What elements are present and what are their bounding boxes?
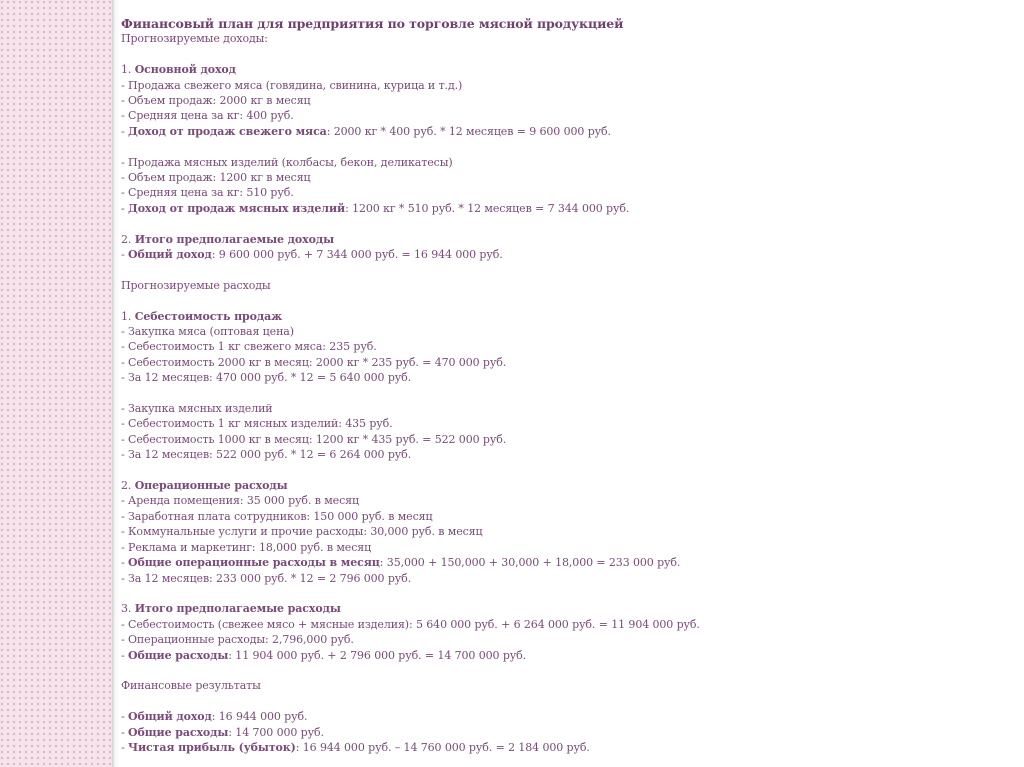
decorative-side-pattern — [0, 0, 112, 767]
line-prefix: - — [121, 648, 129, 662]
line-value: : 35,000 + 150,000 + 30,000 + 18,000 = 233 000 руб. — [379, 556, 681, 570]
text-line — [121, 601, 1011, 616]
line-prefix: 2. — [121, 232, 135, 246]
line-prefix: - — [121, 725, 129, 739]
line-bold-term: Основной доход — [134, 63, 236, 77]
text-line: - Средняя цена за кг: 400 руб. — [121, 109, 294, 123]
text-line: - Объем продаж: 1200 кг в месяц — [121, 171, 311, 185]
line-prefix: - — [121, 710, 129, 724]
blank-line — [121, 586, 1011, 601]
blank-line — [121, 463, 1011, 478]
line-value: : 1200 кг * 510 руб. * 12 месяцев = 7 344 000 руб. — [345, 201, 630, 215]
text-line — [121, 555, 1011, 570]
line-bold-term: Общие операционные расходы в месяц — [128, 556, 380, 570]
text-line: - Объем продаж: 2000 кг в месяц — [121, 94, 311, 108]
line-bold-term: Общий доход — [128, 710, 212, 724]
text-line — [121, 124, 1011, 139]
slide — [120, 0, 1024, 767]
text-lines — [121, 31, 1011, 755]
text-line: - Себестоимость 1 кг мясных изделий: 435 руб. — [121, 417, 393, 431]
text-line — [121, 740, 1011, 755]
slide-edge-shadow — [112, 0, 120, 767]
text-line: - Себестоимость 1000 кг в месяц: 1200 кг * 435 руб. = 522 000 руб. — [121, 432, 507, 446]
line-prefix: 2. — [121, 479, 135, 493]
text-line: - Операционные расходы: 2,796,000 руб. — [121, 633, 354, 647]
text-line: - За 12 месяцев: 233 000 руб. * 12 = 2 796 000 руб. — [121, 571, 412, 585]
line-bold-term: Чистая прибыль (убыток) — [128, 740, 296, 754]
line-prefix: 1. — [121, 309, 135, 323]
text-line: - Себестоимость 1 кг свежего мяса: 235 руб. — [121, 340, 377, 354]
line-value: : 2000 кг * 400 руб. * 12 месяцев = 9 600 000 руб. — [326, 124, 611, 138]
text-line: - Средняя цена за кг: 510 руб. — [121, 186, 294, 200]
line-prefix: - — [121, 124, 129, 138]
blank-line — [121, 694, 1011, 709]
blank-line — [121, 47, 1011, 62]
text-line — [121, 62, 1011, 77]
text-line: - Заработная плата сотрудников: 150 000 руб. в месяц — [121, 509, 433, 523]
text-line: - Закупка мясных изделий — [121, 402, 273, 416]
text-line — [121, 232, 1011, 247]
text-line: - Аренда помещения: 35 000 руб. в месяц — [121, 494, 359, 508]
text-line: - За 12 месяцев: 470 000 руб. * 12 = 5 640 000 руб. — [121, 371, 412, 385]
blank-line — [121, 293, 1011, 308]
text-line: - Коммунальные услуги и прочие расходы: 30,000 руб. в месяц — [121, 525, 483, 539]
line-value: : 11 904 000 руб. + 2 796 000 руб. = 14 700 000 руб. — [228, 648, 527, 662]
line-bold-term: Доход от продаж мясных изделий — [128, 201, 346, 215]
text-line — [121, 709, 1011, 724]
blank-line — [121, 216, 1011, 231]
text-line: - Продажа свежего мяса (говядина, свинина, курица и т.д.) — [121, 78, 463, 92]
line-value: : 16 944 000 руб. – 14 760 000 руб. = 2 184 000 руб. — [295, 740, 590, 754]
text-line: - Себестоимость 2000 кг в месяц: 2000 кг * 235 руб. = 470 000 руб. — [121, 355, 507, 369]
line-prefix: - — [121, 556, 129, 570]
text-line — [121, 309, 1011, 324]
text-line: - Себестоимость (свежее мясо + мясные изделия): 5 640 000 руб. + 6 264 000 руб. = 11 904 000 руб. — [121, 617, 700, 631]
text-line: - Закупка мяса (оптовая цена) — [121, 325, 294, 339]
text-line — [121, 201, 1011, 216]
text-line: - За 12 месяцев: 522 000 руб. * 12 = 6 264 000 руб. — [121, 448, 412, 462]
blank-line — [121, 139, 1011, 154]
line-prefix: 1. — [121, 63, 135, 77]
line-bold-term: Итого предполагаемые доходы — [134, 232, 334, 246]
text-line — [121, 478, 1011, 493]
blank-line — [121, 262, 1011, 277]
line-bold-term: Итого предполагаемые расходы — [134, 602, 341, 616]
line-bold-term: Общий доход — [128, 248, 212, 262]
line-prefix: 3. — [121, 602, 135, 616]
text-line: Прогнозируемые расходы — [121, 278, 271, 292]
text-line — [121, 247, 1011, 262]
text-line: Финансовые результаты — [121, 679, 261, 693]
line-prefix: - — [121, 740, 129, 754]
line-bold-term: Общие расходы — [128, 648, 229, 662]
text-line — [121, 725, 1011, 740]
slide-title: Финансовый план для предприятия по торговле мясной продукцией — [121, 16, 624, 31]
blank-line — [121, 663, 1011, 678]
slide-content — [121, 16, 1011, 755]
line-bold-term: Общие расходы — [128, 725, 229, 739]
line-prefix: - — [121, 201, 129, 215]
line-bold-term: Операционные расходы — [134, 479, 288, 493]
blank-line — [121, 386, 1011, 401]
text-line: - Реклама и маркетинг: 18,000 руб. в месяц — [121, 540, 372, 554]
line-bold-term: Доход от продаж свежего мяса — [128, 124, 327, 138]
line-bold-term: Себестоимость продаж — [134, 309, 283, 323]
line-value: : 16 944 000 руб. — [211, 710, 308, 724]
line-prefix: - — [121, 248, 129, 262]
line-value: : 14 700 000 руб. — [228, 725, 324, 739]
text-line: Прогнозируемые доходы: — [121, 32, 268, 46]
line-value: : 9 600 000 руб. + 7 344 000 руб. = 16 944 000 руб. — [211, 248, 503, 262]
text-line — [121, 648, 1011, 663]
text-line: - Продажа мясных изделий (колбасы, бекон, деликатесы) — [121, 155, 453, 169]
